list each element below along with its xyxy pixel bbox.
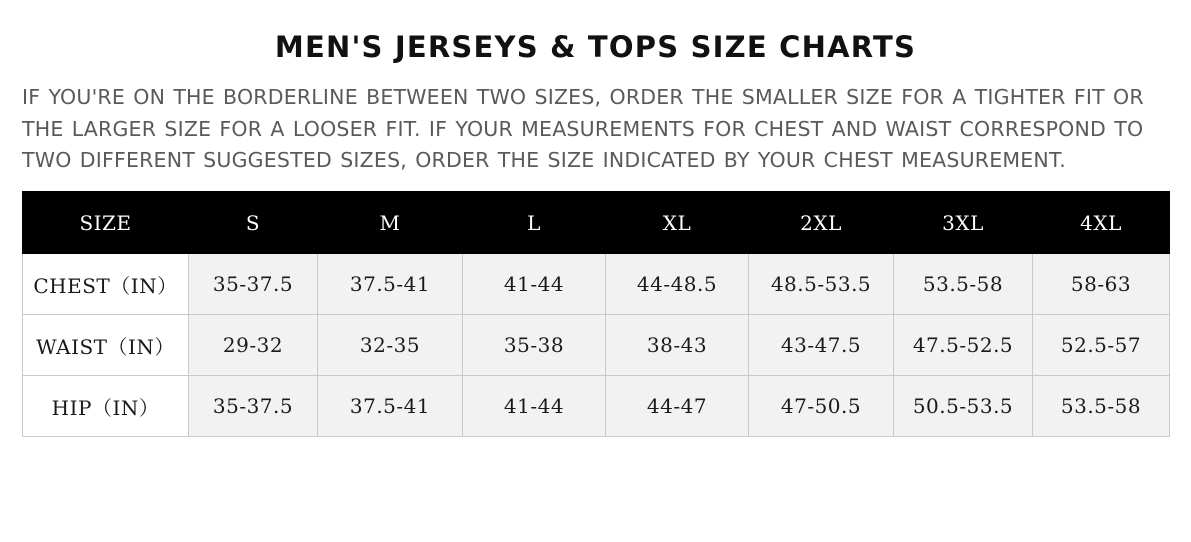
row-header-chest: CHEST（IN） (23, 254, 189, 315)
cell-chest-4xl: 58-63 (1033, 254, 1170, 315)
column-header-size: SIZE (23, 192, 189, 254)
cell-waist-m: 32-35 (318, 315, 463, 376)
cell-hip-4xl: 53.5-58 (1033, 376, 1170, 437)
page-title: MEN'S JERSEYS & TOPS SIZE CHARTS (274, 30, 917, 64)
column-header-l: L (463, 192, 606, 254)
column-header-3xl: 3XL (894, 192, 1033, 254)
cell-waist-2xl: 43-47.5 (749, 315, 894, 376)
cell-waist-l: 35-38 (463, 315, 606, 376)
row-header-hip: HIP（IN） (23, 376, 189, 437)
table-header-row (23, 192, 1170, 254)
column-header-4xl: 4XL (1033, 192, 1170, 254)
table-row (23, 315, 1170, 376)
cell-chest-m: 37.5-41 (318, 254, 463, 315)
cell-hip-3xl: 50.5-53.5 (894, 376, 1033, 437)
cell-hip-xl: 44-47 (606, 376, 749, 437)
cell-chest-3xl: 53.5-58 (894, 254, 1033, 315)
cell-hip-m: 37.5-41 (318, 376, 463, 437)
cell-waist-s: 29-32 (189, 315, 318, 376)
column-header-2xl: 2XL (749, 192, 894, 254)
cell-chest-l: 41-44 (463, 254, 606, 315)
intro-paragraph: IF YOU'RE ON THE BORDERLINE BETWEEN TWO SIZES, ORDER THE SMALLER SIZE FOR A TIGHTER FIT OR THE LARGER SIZE FOR A LOOSER FIT. IF YOUR MEASUREMENTS FOR CHEST AND WAIST CORRESPOND TO TWO DIFFERENT SUGGESTED SIZES, ORDER THE SIZE INDICATED BY YOUR CHEST MEASUREMENT. (22, 84, 1144, 173)
cell-hip-l: 41-44 (463, 376, 606, 437)
table-row (23, 254, 1170, 315)
column-header-m: M (318, 192, 463, 254)
size-chart-table (22, 191, 1170, 437)
table-row (23, 376, 1170, 437)
cell-waist-xl: 38-43 (606, 315, 749, 376)
column-header-s: S (189, 192, 318, 254)
cell-hip-s: 35-37.5 (189, 376, 318, 437)
cell-chest-s: 35-37.5 (189, 254, 318, 315)
row-header-waist: WAIST（IN） (23, 315, 189, 376)
cell-waist-4xl: 52.5-57 (1033, 315, 1170, 376)
cell-hip-2xl: 47-50.5 (749, 376, 894, 437)
cell-chest-xl: 44-48.5 (606, 254, 749, 315)
size-chart-page (0, 32, 1191, 542)
cell-waist-3xl: 47.5-52.5 (894, 315, 1033, 376)
column-header-xl: XL (606, 192, 749, 254)
cell-chest-2xl: 48.5-53.5 (749, 254, 894, 315)
